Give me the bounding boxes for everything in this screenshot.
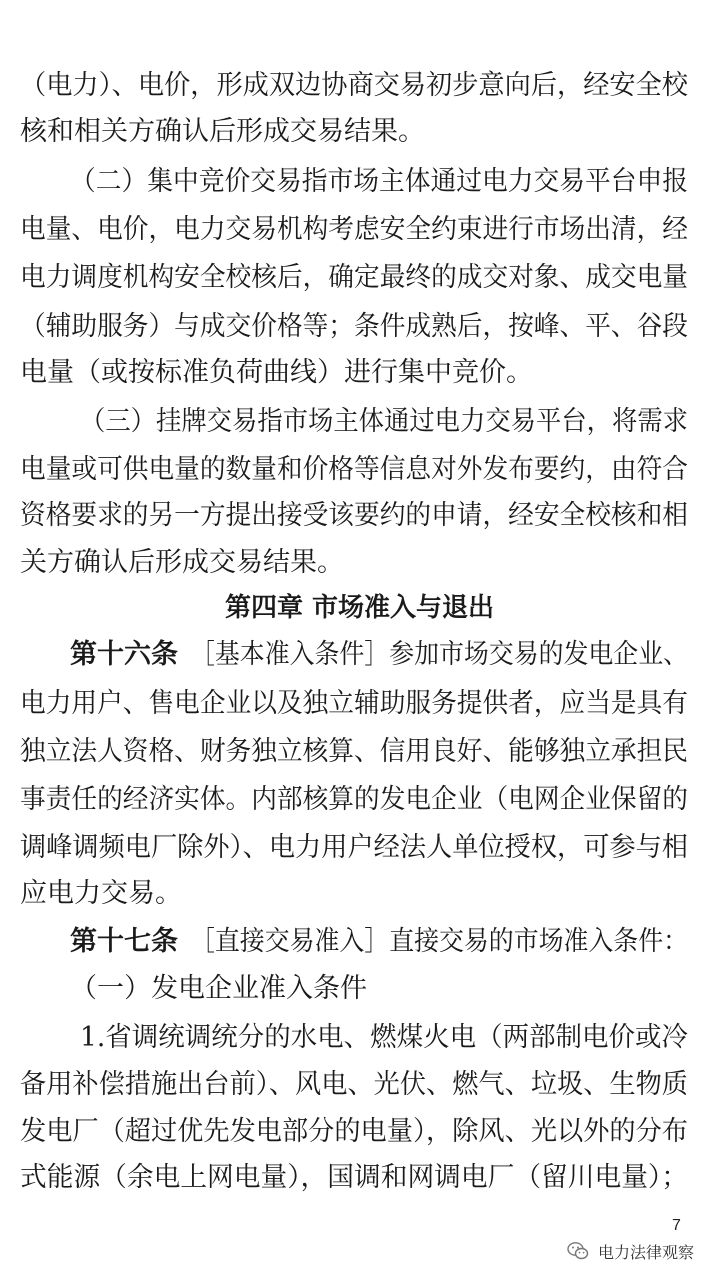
chapter-heading: 第四章 市场准入与退出 bbox=[224, 593, 495, 623]
text-line-content: （三）挂牌交易指市场主体通过电力交易平台，将需求 bbox=[80, 406, 688, 437]
text-line-content: 电量、电价，电力交易机构考虑安全约束进行市场出清，经 bbox=[20, 214, 688, 245]
text-line-content: 独立法人资格、财务独立核算、信用良好、能够独立承担民 bbox=[20, 736, 688, 767]
text-line bbox=[0, 348, 719, 398]
text-line bbox=[0, 397, 719, 447]
text-line-content: ［直接交易准入］直接交易的市场准入条件： bbox=[190, 926, 688, 957]
text-line bbox=[0, 869, 719, 919]
text-line-content: 备用补偿措施出台前）、风电、光伏、燃气、垃圾、生物质 bbox=[20, 1069, 688, 1100]
text-line bbox=[0, 61, 719, 111]
text-line-content: 发电厂（超过优先发电部分的电量），除风、光以外的分布 bbox=[20, 1116, 688, 1147]
text-line bbox=[0, 302, 719, 352]
article-17-label: 第十七条 bbox=[70, 926, 178, 957]
text-line-content: 应电力交易。 bbox=[20, 878, 182, 909]
page-number: 7 bbox=[672, 1217, 681, 1234]
text-line-content: 电量（或按标准负荷曲线）进行集中竞价。 bbox=[20, 357, 533, 388]
article-16-label: 第十六条 bbox=[70, 639, 178, 670]
text-line bbox=[0, 445, 719, 495]
text-line-content: 电力调度机构安全校核后，确定最终的成交对象、成交电量 bbox=[20, 262, 688, 293]
text-line-content: 电量或可供电量的数量和价格等信息对外发布要约，由符合 bbox=[20, 454, 688, 485]
text-line-content: （辅助服务）与成交价格等；条件成熟后，按峰、平、谷段 bbox=[20, 311, 688, 342]
account-name: 电力法律观察 bbox=[598, 1242, 695, 1262]
text-line bbox=[0, 491, 719, 541]
text-line bbox=[0, 1060, 719, 1110]
text-line-content: 核和相关方确认后形成交易结果。 bbox=[20, 116, 425, 147]
text-line bbox=[0, 964, 719, 1014]
text-line bbox=[0, 1013, 719, 1063]
text-line-content: 事责任的经济实体。内部核算的发电企业（电网企业保留的 bbox=[20, 784, 688, 815]
text-line-content: 1.省调统调统分的水电、燃煤火电（两部制电价或冷 bbox=[80, 1022, 688, 1053]
text-line-content: ［基本准入条件］参加市场交易的发电企业、 bbox=[190, 639, 688, 670]
text-line-content: 式能源（余电上网电量），国调和网调电厂（留川电量）； bbox=[20, 1162, 688, 1193]
account-watermark bbox=[566, 1236, 694, 1266]
text-line-content: 调峰调频电厂除外）、电力用户经法人单位授权，可参与相 bbox=[20, 832, 688, 863]
article-line bbox=[0, 630, 719, 680]
text-line-content: 资格要求的另一方提出接受该要约的申请，经安全校核和相 bbox=[20, 500, 688, 531]
text-line bbox=[0, 775, 719, 825]
text-line-content: 电力用户、售电企业以及独立辅助服务提供者，应当是具有 bbox=[20, 688, 688, 719]
text-line bbox=[0, 538, 719, 588]
wechat-icon bbox=[566, 1239, 590, 1263]
text-line bbox=[0, 679, 719, 729]
text-line bbox=[0, 253, 719, 303]
text-line bbox=[0, 1153, 719, 1203]
text-line bbox=[0, 205, 719, 255]
text-line bbox=[0, 823, 719, 873]
text-line-content: （电力）、电价，形成双边协商交易初步意向后，经安全校 bbox=[20, 70, 688, 101]
subheading: （一）发电企业准入条件 bbox=[70, 973, 367, 1004]
text-line bbox=[0, 1107, 719, 1157]
text-line bbox=[0, 107, 719, 157]
text-line bbox=[0, 727, 719, 777]
text-line-content: 关方确认后形成交易结果。 bbox=[20, 547, 344, 578]
text-line-content: （二）集中竞价交易指市场主体通过电力交易平台申报 bbox=[70, 166, 688, 197]
text-line bbox=[0, 157, 719, 207]
article-line bbox=[0, 917, 719, 967]
